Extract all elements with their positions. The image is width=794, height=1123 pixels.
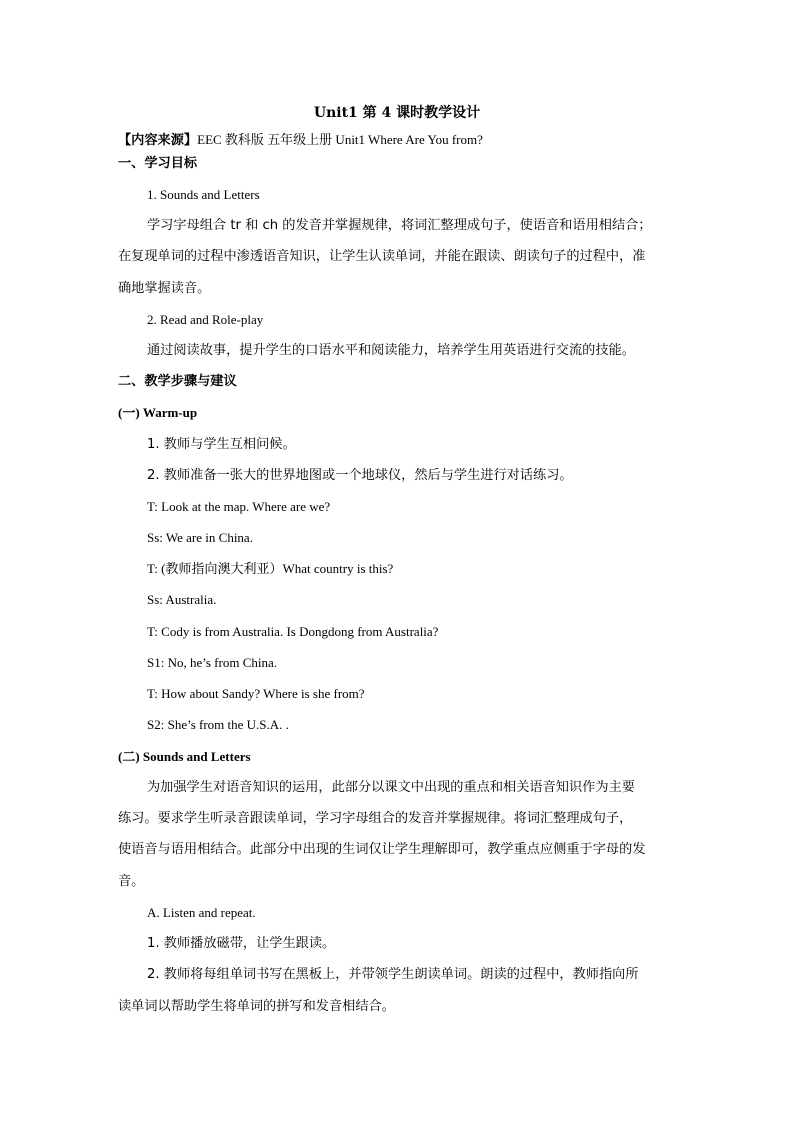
section-heading-steps: 二、教学步骤与建议 <box>118 374 237 389</box>
content-source-text: EEC 教科版 五年级上册 Unit1 Where Are You from? <box>197 132 483 147</box>
warmup-line-10: S2: She’s from the U.S.A. . <box>147 717 289 732</box>
warmup-line-7: T: Cody is from Australia. Is Dongdong from Australia? <box>147 624 439 639</box>
document-title: Unit1 第 4 课时教学设计 <box>313 105 481 121</box>
warmup-line-5: T: (教师指向澳大利亚）What country is this? <box>147 561 394 576</box>
part-2-step-2-line-1: 2. 教师将每组单词书写在黑板上，并带领学生朗读单词。朗读的过程中，教师指向所 <box>147 967 639 982</box>
objective-1-para-line-3: 确地掌握读音。 <box>118 281 211 296</box>
warmup-line-4: Ss: We are in China. <box>147 530 253 545</box>
warmup-line-2: 2. 教师准备一张大的世界地图或一个地球仪，然后与学生进行对话练习。 <box>147 468 573 483</box>
part-2-para-line-4: 音。 <box>118 874 145 889</box>
warmup-line-3: T: Look at the map. Where are we? <box>147 499 331 514</box>
objective-1-para-line-1: 学习字母组合 tr 和 ch 的发音并掌握规律，将词汇整理成句子，使语音和语用相结合； <box>147 218 652 233</box>
objective-1-para-line-2: 在复现单词的过程中渗透语音知识，让学生认读单词，并能在跟读、朗读句子的过程中，准 <box>118 249 646 264</box>
part-2-para-line-3: 使语音与语用相结合。此部分中出现的生词仅让学生理解即可，教学重点应侧重于字母的发 <box>118 842 646 857</box>
warmup-line-6: Ss: Australia. <box>147 592 217 607</box>
part-2-step-1: 1. 教师播放磁带，让学生跟读。 <box>147 936 336 951</box>
part-2-step-2-line-2: 读单词以帮助学生将单词的拼写和发音相结合。 <box>118 999 395 1014</box>
warmup-line-1: 1. 教师与学生互相问候。 <box>147 437 296 452</box>
section-heading-objectives: 一、学习目标 <box>118 156 198 171</box>
part-1-heading: (一) Warm-up <box>118 405 198 420</box>
objective-2-heading: 2. Read and Role-play <box>147 312 264 327</box>
objective-1-heading: 1. Sounds and Letters <box>147 187 260 202</box>
part-2-sub-a: A. Listen and repeat. <box>147 905 256 920</box>
objective-2-para: 通过阅读故事，提升学生的口语水平和阅读能力，培养学生用英语进行交流的技能。 <box>147 343 635 358</box>
part-2-heading: (二) Sounds and Letters <box>118 749 251 764</box>
warmup-line-8: S1: No, he’s from China. <box>147 655 277 670</box>
part-2-para-line-1: 为加强学生对语音知识的运用，此部分以课文中出现的重点和相关语音知识作为主要 <box>147 780 635 795</box>
content-source <box>118 130 483 151</box>
part-2-para-line-2: 练习。要求学生听录音跟读单词，学习字母组合的发音并掌握规律。将词汇整理成句子， <box>118 811 633 826</box>
warmup-line-9: T: How about Sandy? Where is she from? <box>147 686 365 701</box>
content-source-label: 【内容来源】 <box>118 133 198 148</box>
